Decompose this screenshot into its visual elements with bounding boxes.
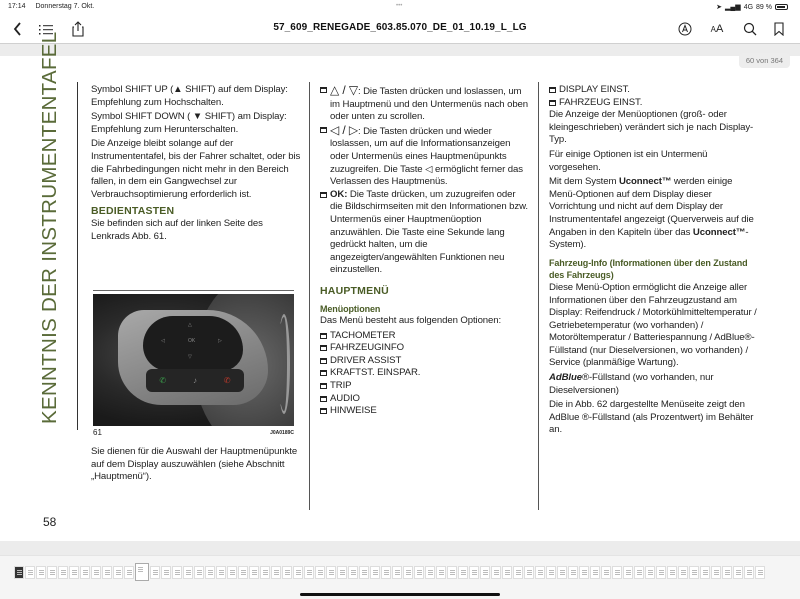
page-counter: 60 von 364 — [739, 53, 790, 68]
page-thumbnail[interactable] — [469, 566, 479, 579]
reader-toolbar — [0, 14, 800, 44]
page-thumbnail[interactable] — [249, 566, 259, 579]
page-thumbnail[interactable] — [700, 566, 710, 579]
page-thumbnail[interactable] — [678, 566, 688, 579]
page-thumbnail[interactable] — [205, 566, 215, 579]
page-thumbnail[interactable] — [634, 566, 644, 579]
page-thumbnail[interactable] — [282, 566, 292, 579]
page-thumbnail[interactable] — [601, 566, 611, 579]
list-item: AUDIO — [320, 393, 530, 406]
bookmark-icon — [774, 22, 784, 36]
page-thumbnail-strip[interactable] — [0, 555, 800, 599]
text-size-icon: AA — [710, 23, 724, 35]
page-thumbnail[interactable] — [14, 566, 24, 579]
page-thumbnail[interactable] — [47, 566, 57, 579]
page-thumbnail[interactable] — [69, 566, 79, 579]
left-key-icon: ◁ — [161, 338, 165, 344]
page-thumbnail[interactable] — [36, 566, 46, 579]
network-type: 4G — [743, 3, 754, 11]
page-thumbnail[interactable] — [546, 566, 556, 579]
clock: 17:14 — [8, 3, 26, 10]
menu-intro: Das Menü besteht aus folgenden Optionen: — [320, 315, 502, 327]
page-thumbnail[interactable] — [172, 566, 182, 579]
list-item: KRAFTST. EINSPAR. — [320, 367, 530, 380]
text-size-button[interactable] — [707, 20, 727, 38]
subheading-menuoptionen: Menüoptionen — [320, 303, 381, 314]
page-thumbnail[interactable] — [403, 566, 413, 579]
list-item: FAHRZEUG EINST. — [549, 97, 759, 110]
display-text: Die Anzeige bleibt solange auf der Instrumententafel, bis der Fahrer schaltet, oder bis die Fahrbedingungen nicht mehr in den Bereich fallen, in dem ein Gangwechsel zur Verbrauchsoptimierung erforderlich ist. — [91, 138, 301, 200]
location-icon: ➤ — [716, 4, 722, 11]
page-thumbnail[interactable] — [315, 566, 325, 579]
chapter-side-heading: KENNTNIS DER INSTRUMENTENTAFEL — [38, 31, 61, 424]
right-key-icon: ▷ — [218, 338, 222, 344]
bullet-box-icon — [549, 100, 556, 106]
signal-icon: ▂▄▆ — [724, 4, 741, 11]
page-thumbnail[interactable] — [667, 566, 677, 579]
section-heading-hauptmenu: HAUPTMENÜ — [320, 284, 389, 297]
markup-button[interactable] — [677, 20, 693, 38]
home-indicator[interactable] — [300, 593, 500, 596]
page-thumbnail[interactable] — [590, 566, 600, 579]
page-thumbnail[interactable] — [447, 566, 457, 579]
column-2 — [320, 84, 530, 418]
page-thumbnail[interactable] — [612, 566, 622, 579]
bullet-box-icon — [320, 127, 327, 133]
left-right-keys-icon: ◁ / ▷ — [330, 122, 358, 137]
page-thumbnail[interactable] — [645, 566, 655, 579]
page-thumbnail[interactable] — [524, 566, 534, 579]
steering-wheel-controls-photo — [93, 294, 294, 426]
bookmark-button[interactable] — [772, 20, 786, 38]
search-button[interactable] — [742, 20, 758, 38]
page-thumbnail[interactable] — [326, 566, 336, 579]
list-item: DRIVER ASSIST — [320, 355, 530, 368]
list-item: TRIP — [320, 380, 530, 393]
page-thumbnail[interactable] — [238, 566, 248, 579]
page-thumbnail[interactable] — [557, 566, 567, 579]
battery-percent: 89 % — [756, 3, 772, 11]
bullet-left-right: ◁ / ▷: Die Tasten drücken und wieder loslassen, um auf die Informationsanzeigen oder Untermenüs eines Hauptmenüpunkts zuzugreifen. Die Taste ◁ ermöglicht ferner das Verlassen des Hauptmenüs. — [320, 124, 530, 189]
list-item: HINWEISE — [320, 405, 530, 418]
voice-icon: ♪ — [192, 376, 197, 385]
page-thumbnail[interactable] — [535, 566, 545, 579]
section-heading-bedientasten: BEDIENTASTEN — [91, 205, 175, 218]
page-thumbnail[interactable] — [293, 566, 303, 579]
up-key-icon: △ — [188, 322, 192, 328]
adblue-text: Die in Abb. 62 dargestellte Menüseite zeigt den AdBlue ®-Füllstand (als Prozentwert) im Behälter an. — [549, 399, 754, 436]
column-divider-2 — [538, 82, 539, 510]
shift-up-text: Symbol SHIFT UP (▲ SHIFT) auf dem Display: Empfehlung zum Hochschalten. — [91, 84, 288, 108]
page-thumbnail[interactable] — [414, 566, 424, 579]
bullet-box-icon — [320, 192, 327, 198]
figure-top-rule — [93, 290, 294, 291]
side-divider — [77, 82, 78, 430]
bullet-box-icon — [320, 408, 327, 414]
phone-hangup-icon: ✆ — [223, 376, 231, 385]
figure-description: Sie dienen für die Auswahl der Hauptmenüpunkte auf dem Display auszuwählen (siehe Abschnitt „Hauptmenü“). — [91, 446, 298, 483]
list-item: FAHRZEUGINFO — [320, 342, 530, 355]
control-pad — [143, 316, 243, 371]
page-thumbnail[interactable] — [102, 566, 112, 579]
page-number: 58 — [43, 515, 57, 529]
page-thumbnail[interactable] — [689, 566, 699, 579]
page-thumbnail[interactable] — [579, 566, 589, 579]
page-thumbnail[interactable] — [502, 566, 512, 579]
bullet-box-icon — [549, 87, 556, 93]
down-key-icon: ▽ — [188, 354, 192, 360]
battery-icon — [775, 4, 788, 10]
bullet-box-icon — [320, 370, 327, 376]
page-thumbnail[interactable] — [124, 566, 134, 579]
bullet-box-icon — [320, 333, 327, 339]
page-thumbnail[interactable] — [480, 566, 490, 579]
multitasking-dots-icon[interactable]: ••• — [396, 3, 403, 9]
page-thumbnail[interactable] — [392, 566, 402, 579]
page-thumbnail[interactable] — [359, 566, 369, 579]
adblue-heading: AdBlue®-Füllstand (wo vorhanden, nur Dieselversionen) — [549, 372, 714, 396]
column-divider-1 — [309, 82, 310, 510]
bullet-box-icon — [320, 383, 327, 389]
figure-caption — [93, 428, 294, 437]
fahrzeug-info-text: Diese Menü-Option ermöglicht die Anzeige aller Informationen über den Fahrzeugzustand am Display: Reifendruck / Motorkühlmitteltemperatur / Getriebetemperatur (wo vorhanden) / Motoröltemperatur / Batteriespannung / AdBlue®-Füllstand (nur Dieselversionen, wo vorhanden) / Service (planmäßige Wartung). — [549, 281, 757, 369]
up-down-keys-icon: △ / ▽ — [330, 83, 358, 97]
page-thumbnail[interactable] — [304, 566, 314, 579]
bullet-up-down: △ / ▽: Die Tasten drücken und loslassen, um im Hauptmenü und den Untermenüs nach oben oder unten zu scrollen. — [320, 84, 530, 124]
page-thumbnail[interactable] — [491, 566, 501, 579]
page-thumbnail[interactable] — [271, 566, 281, 579]
display-type-text: Die Anzeige der Menüoptionen (groß- oder kleingeschrieben) verändert sich je nach Display-Typ. — [549, 109, 754, 146]
page-thumbnail[interactable] — [91, 566, 101, 579]
column-3 — [549, 84, 759, 439]
page-thumbnail[interactable] — [80, 566, 90, 579]
page-thumbnail[interactable] — [370, 566, 380, 579]
page-thumbnail[interactable] — [25, 566, 35, 579]
figure-number: 61 — [93, 428, 102, 437]
uconnect-text: Mit dem System Uconnect™ werden einige Menü-Optionen auf dem Display dieser Vorrichtung und nicht auf dem Display der Instrumententafel angezeigt (Querverweis auf die Angaben in den Kapiteln über das Uconnect™-System). — [549, 176, 754, 251]
menu-options-list — [320, 330, 530, 418]
ok-key-icon: OK — [188, 338, 196, 344]
status-bar — [0, 0, 800, 14]
page-thumbnail[interactable] — [722, 566, 732, 579]
markup-icon — [678, 22, 692, 36]
bullet-box-icon — [320, 87, 327, 93]
page-thumbnail[interactable] — [436, 566, 446, 579]
bullet-box-icon — [320, 396, 327, 402]
page-thumbnail[interactable] — [227, 566, 237, 579]
bullet-box-icon — [320, 358, 327, 364]
page-thumbnail[interactable] — [733, 566, 743, 579]
page-thumbnail[interactable] — [58, 566, 68, 579]
shift-down-text: Symbol SHIFT DOWN ( ▼ SHIFT) am Display: Empfehlung zum Herunterschalten. — [91, 111, 287, 135]
page-thumbnail[interactable] — [183, 566, 193, 579]
page-thumbnail[interactable] — [216, 566, 226, 579]
page-thumbnail[interactable] — [425, 566, 435, 579]
page-thumbnail[interactable] — [755, 566, 765, 579]
page-thumbnail[interactable] — [381, 566, 391, 579]
subheading-fahrzeug-info: Fahrzeug-Info (Informationen über den Zustand des Fahrzeugs) — [549, 257, 748, 281]
submenu-text: Für einige Optionen ist ein Untermenü vorgesehen. — [549, 148, 708, 173]
page-thumbnail[interactable] — [150, 566, 160, 579]
search-icon — [743, 22, 757, 36]
page-thumbnail[interactable] — [348, 566, 358, 579]
phone-accept-icon: ✆ — [159, 376, 167, 385]
page-thumbnail[interactable] — [458, 566, 468, 579]
thumbnail-list[interactable] — [14, 566, 765, 581]
bullet-box-icon — [320, 345, 327, 351]
page-thumbnail[interactable] — [260, 566, 270, 579]
page-thumbnail[interactable] — [568, 566, 578, 579]
page-thumbnail[interactable] — [135, 563, 149, 581]
page-thumbnail[interactable] — [337, 566, 347, 579]
document-title: 57_609_RENEGADE_603.85.070_DE_01_10.19_L_LG — [273, 22, 527, 33]
page-thumbnail[interactable] — [656, 566, 666, 579]
page-thumbnail[interactable] — [113, 566, 123, 579]
page-thumbnail[interactable] — [711, 566, 721, 579]
date: Donnerstag 7. Okt. — [35, 3, 95, 10]
bedientasten-text: Sie befinden sich auf der linken Seite des Lenkrads Abb. 61. — [91, 217, 263, 242]
list-item: DISPLAY EINST. — [549, 84, 759, 97]
list-item: TACHOMETER — [320, 330, 530, 343]
page-thumbnail[interactable] — [744, 566, 754, 579]
page-thumbnail[interactable] — [194, 566, 204, 579]
column-1 — [91, 84, 301, 245]
bullet-ok: OK: Die Taste drücken, um zuzugreifen oder die Bildschirmseiten mit den Informationen bzw. Untermenüs einer Hauptmenüoption anzuwählen. Die Taste eine Sekunde lang gedrückt halten, um die angezeigten/angewählten Funktionen neu einzustellen. — [320, 189, 530, 277]
page-thumbnail[interactable] — [513, 566, 523, 579]
page-thumbnail[interactable] — [161, 566, 171, 579]
figure-code: J0A0189C — [270, 430, 294, 436]
page-thumbnail[interactable] — [623, 566, 633, 579]
